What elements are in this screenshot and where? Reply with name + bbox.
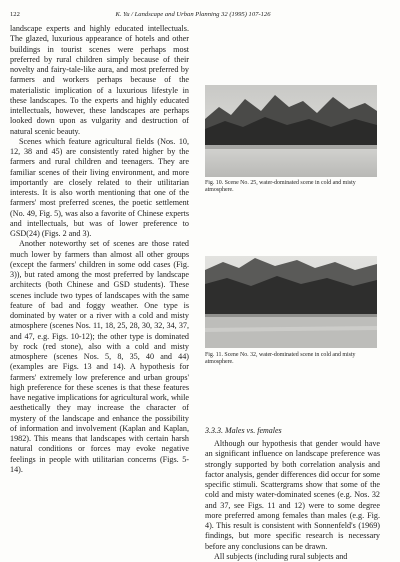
body-paragraph: landscape experts and highly educated intellectuals. The glazed, luxurious appearance of hotels and other buildings in tourist scenes were perhaps most preferred by rural children simply because of their novelty and fairy-tale-like aura, and most preferred by farmers and workers perhaps because of the materialistic implication of a luxurious lifestyle in these landscapes. To the experts and highly educated intellectuals, however, these landscapes are perhaps looked down upon as vulgarity and destruction of natural scenic beauty. xyxy=(10,24,189,136)
figure-10-photo xyxy=(205,85,377,177)
body-paragraph: Scenes which feature agricultural fields (Nos. 10, 12, 38 and 45) are consistently rated higher by the farmers and rural children and teenagers. They are familiar scenes of their living environment, and more importantly are closely related to their utilitarian interests. It is also worth mentioning that one of the farmers' most preferred scenes, the poetic settlement (No. 49, Fig. 5), was also a favorite of Chinese experts and intellectuals, but was of lower preference to GSD(24) (Figs. 2 and 3). xyxy=(10,136,189,238)
figure-11-caption: Fig. 11. Scene No. 32, water-dominated scene in cold and misty atmosphere. xyxy=(205,352,356,366)
figure-11-photo xyxy=(205,256,377,348)
body-paragraph: Another noteworthy set of scenes are those rated much lower by farmers than almost all other groups (except the farmers' children in some odd cases (Fig. 3)), but rated among the most preferred by landscape architects (both Chinese and GSD students). These scenes include two types of landscapes with the same feature of bad and foggy weather. One type is dominated by water or a river with a cold and misty atmosphere (scenes Nos. 11, 18, 25, 28, 30, 32, 34, 37, and 47, e.g. Figs. 10-12); the other type is dominated by rock (red stone), also with a cold and misty atmosphere (scenes Nos. 5, 8, 35, 40 and 44) (examples are Figs. 13 and 14). A hypothesis for farmers' extremely low preference and urban groups' high preference for these scenes is that these features have negative implications for agricultural work, while aesthetically they may increase the character of mystery of the landscape and enhance the possibility of information and involvement (Kaplan and Kaplan, 1982). This means that landscapes with certain harsh natural conditions or forces may evoke negative feelings in people with utilitarian concerns (Figs. 5-14). xyxy=(10,239,189,474)
figure-10-caption: Fig. 10. Scene No. 25, water-dominated scene in cold and misty atmosphere. xyxy=(205,180,356,194)
left-column xyxy=(10,24,189,475)
misty-river-photo-icon xyxy=(205,256,377,348)
page-number: 122 xyxy=(10,11,20,18)
body-paragraph: All subjects (including rural subjects and xyxy=(214,551,348,561)
section-heading: 3.3.3. Males vs. females xyxy=(205,426,282,435)
misty-landscape-photo-icon xyxy=(205,85,377,177)
right-column-text xyxy=(205,439,380,562)
running-head: K. Yu / Landscape and Urban Planning 32 (1995) 107-126 xyxy=(115,11,271,18)
body-paragraph: Although our hypothesis that gender would have an significant influence on landscape preference was strongly supported by both correlation analysis and factor analysis, gender differences did occur for some specific stimuli. Scattergrams show that some of the cold and misty water-dominated scenes (e.g. Nos. 32 and 37, see Figs. 11 and 12) were to some degree more preferred among females than males (e.g. Fig. 4). This result is consistent with Sonnenfeld's (1969) findings, but more specific research is necessary before any conclusions can be drawn. xyxy=(205,439,380,551)
